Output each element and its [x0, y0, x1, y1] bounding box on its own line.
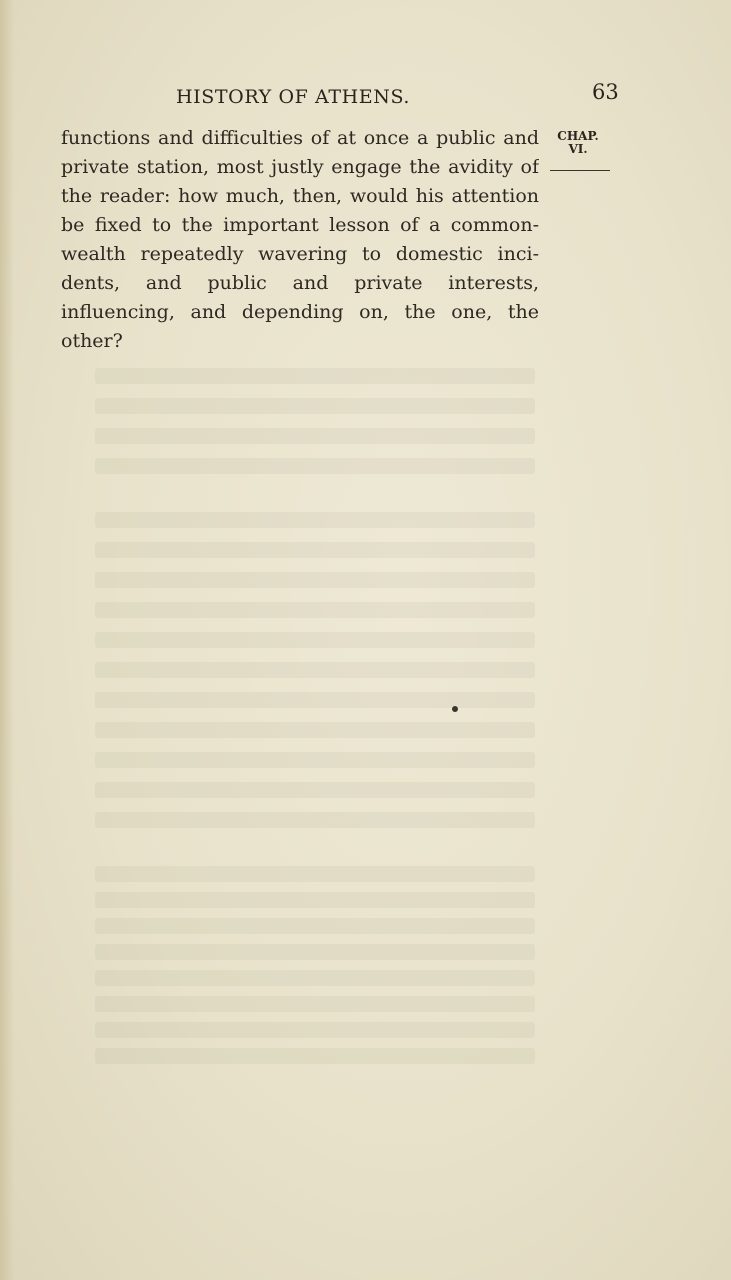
show-through — [95, 970, 535, 986]
show-through — [95, 722, 535, 738]
show-through — [95, 752, 535, 768]
show-through — [95, 572, 535, 588]
text-line: influencing, and depending on, the one, the — [61, 301, 539, 323]
text-line: functions and difficulties of at once a public and — [61, 127, 539, 149]
show-through — [95, 866, 535, 882]
running-head: HISTORY OF ATHENS. — [176, 86, 411, 108]
text-line: private station, most justly engage the avidity of — [61, 156, 539, 178]
text-line: be fixed to the important lesson of a common- — [61, 214, 539, 236]
show-through — [95, 632, 535, 648]
chapter-rule — [550, 170, 610, 171]
chapter-marginal-note — [553, 130, 603, 156]
show-through — [95, 602, 535, 618]
page-edge-shadow — [0, 0, 14, 1280]
ink-spot — [452, 706, 458, 712]
show-through — [95, 1048, 535, 1064]
show-through — [95, 428, 535, 444]
body-paragraph — [61, 124, 539, 356]
chapter-label: CHAP. — [557, 129, 599, 143]
text-line: dents, and public and private interests, — [61, 272, 539, 294]
text-line: other? — [61, 330, 123, 352]
chapter-number: VI. — [568, 142, 588, 156]
show-through — [95, 398, 535, 414]
show-through — [95, 662, 535, 678]
show-through — [95, 996, 535, 1012]
show-through — [95, 812, 535, 828]
show-through — [95, 782, 535, 798]
show-through — [95, 542, 535, 558]
page-number: 63 — [592, 80, 619, 104]
show-through — [95, 368, 535, 384]
show-through — [95, 944, 535, 960]
text-line: wealth repeatedly wavering to domestic inci- — [61, 243, 539, 265]
text-line: the reader: how much, then, would his attention — [61, 185, 539, 207]
show-through — [95, 458, 535, 474]
show-through — [95, 892, 535, 908]
show-through — [95, 692, 535, 708]
show-through — [95, 512, 535, 528]
show-through — [95, 918, 535, 934]
show-through — [95, 1022, 535, 1038]
